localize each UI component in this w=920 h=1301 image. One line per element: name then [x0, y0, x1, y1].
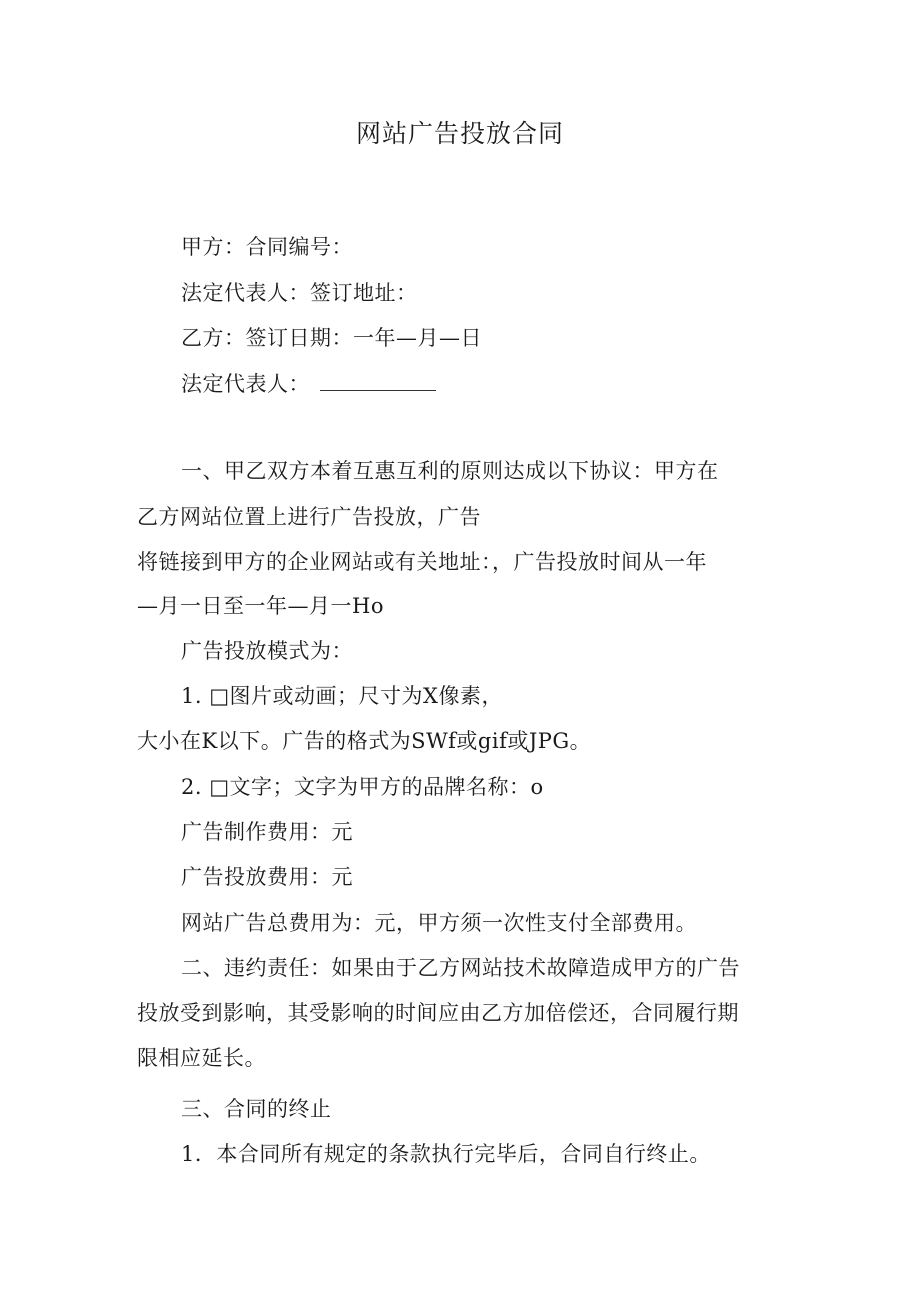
section2-line1: 二、违约责任：如果由于乙方网站技术故障造成甲方的广告	[181, 956, 740, 980]
option1-line1: 1. □图片或动画；尺寸为X像素，	[181, 684, 504, 708]
legal-rep-2-line	[181, 369, 436, 399]
section2-line2: 投放受到影响，其受影响的时间应由乙方加倍偿还，合同履行期	[137, 1001, 739, 1025]
legal-rep-2-label: 法定代表人：	[181, 372, 310, 396]
section3-item1: 1．本合同所有规定的条款执行完毕后，合同自行终止。	[181, 1142, 711, 1166]
total-fee-line: 网站广告总费用为：元，甲方须一次性支付全部费用。	[181, 911, 697, 935]
party-a-line: 甲方：合同编号：	[181, 235, 353, 259]
placement-fee-line: 广告投放费用：元	[181, 865, 353, 889]
section3-heading: 三、合同的终止	[181, 1097, 332, 1121]
mode-label: 广告投放模式为：	[181, 639, 353, 663]
section1-line2: 乙方网站位置上进行广告投放，广告	[137, 505, 481, 529]
option1-line2: 大小在K以下。广告的格式为SWf或gif或JPG。	[137, 729, 592, 753]
section1-line3: 将链接到甲方的企业网站或有关地址：，广告投放时间从一年	[137, 550, 707, 574]
section1-line1: 一、甲乙双方本着互惠互利的原则达成以下协议：甲方在	[181, 459, 719, 483]
document-title: 网站广告投放合同	[355, 119, 564, 148]
production-fee-line: 广告制作费用：元	[181, 820, 353, 844]
signature-blank	[320, 372, 436, 391]
party-b-line: 乙方：签订日期：一年—月—日	[181, 326, 482, 350]
option2-line: 2. □文字；文字为甲方的品牌名称：o	[181, 775, 544, 799]
section2-line3: 限相应延长。	[137, 1046, 266, 1070]
legal-rep-1-line: 法定代表人：签订地址：	[181, 281, 418, 305]
section1-line4: —月一日至一年—月一Ho	[137, 594, 384, 618]
